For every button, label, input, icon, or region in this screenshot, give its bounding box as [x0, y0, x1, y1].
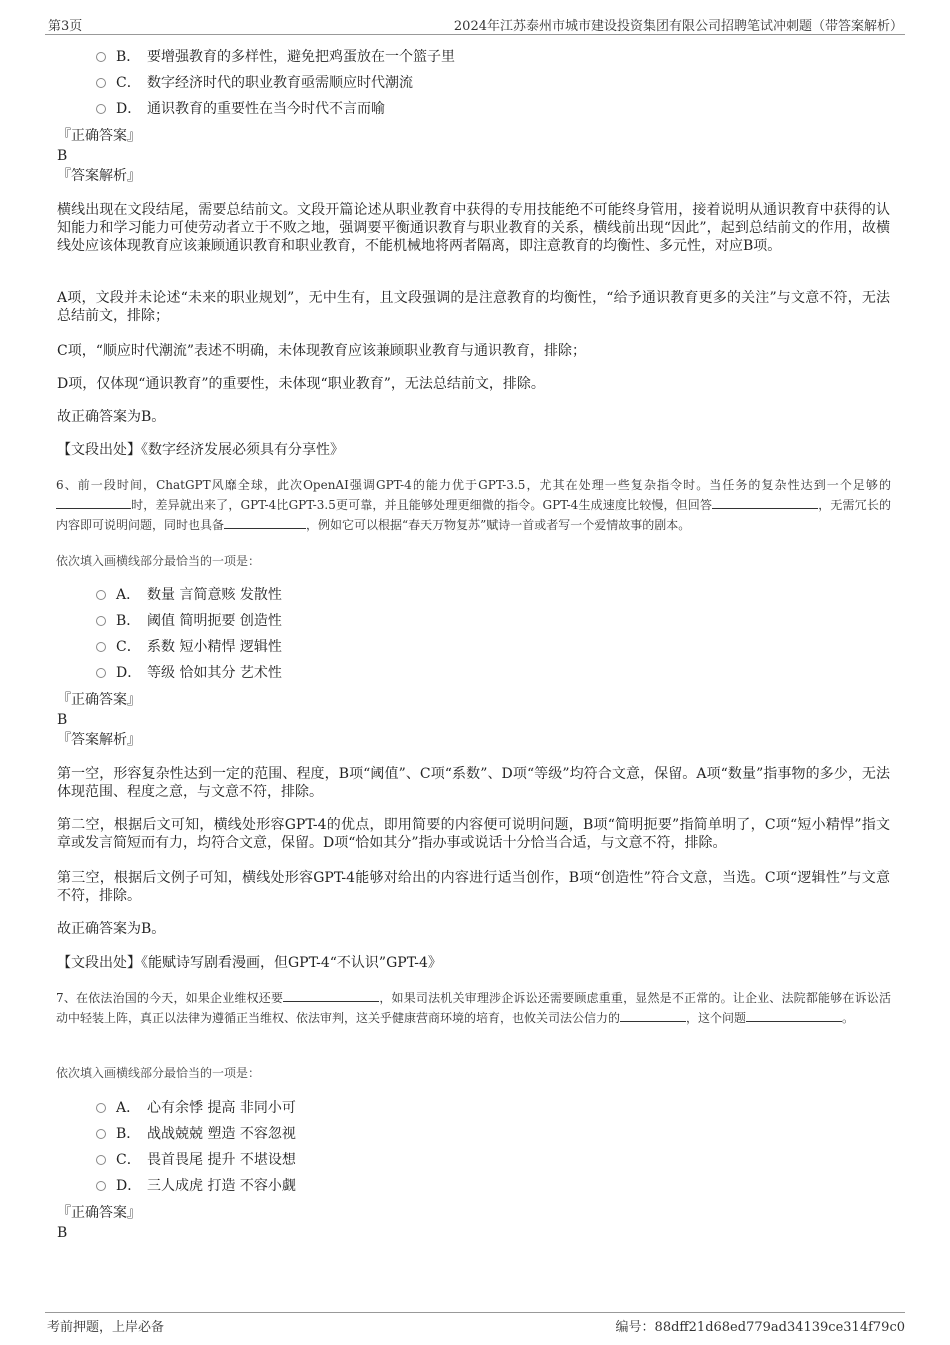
q6-analysis-paragraph: 第二空，根据后文可知，横线处形容GPT-4的优点，即用简要的内容便可说明问题，B项“简明扼要”指简单明了，C项“短小精悍”指文章或发言简短而有力，均符合文意，保留。D项“恰如其分”指办事或说话十分恰当合适，与文意不符，排除。: [57, 817, 890, 851]
document-title: 2024年江苏泰州市城市建设投资集团有限公司招聘笔试冲刺题（带答案解析）: [453, 19, 903, 34]
q7-prompt: 依次填入画横线部分最恰当的一项是：: [56, 1066, 261, 1080]
radio-icon[interactable]: [96, 1181, 106, 1191]
page-footer: [45, 1312, 905, 1339]
q5-answer: B: [57, 148, 68, 164]
answer-blank: [620, 1009, 686, 1022]
answer-blank: [283, 989, 379, 1002]
q6-answer: B: [57, 712, 68, 728]
q6-option-a[interactable]: A． 数量 言简意赅 发散性: [96, 586, 282, 604]
answer-blank: [746, 1009, 842, 1022]
radio-icon[interactable]: [96, 642, 106, 652]
radio-icon[interactable]: [96, 590, 106, 600]
q6-answer-label: 『正确答案』: [57, 692, 141, 708]
radio-icon[interactable]: [96, 1155, 106, 1165]
q7-answer: B: [57, 1225, 68, 1241]
footer-slogan: 考前押题，上岸必备: [47, 1320, 165, 1335]
answer-blank: [224, 516, 306, 529]
q6-analysis-paragraph: 第一空，形容复杂性达到一定的范围、程度，B项“阈值”、C项“系数”、D项“等级”均符合文意，保留。A项“数量”指事物的多少，无法体现范围、程度之意，与文意不符，排除。: [57, 766, 890, 800]
q5-source: 【文段出处】《数字经济发展必须具有分享性》: [57, 442, 344, 458]
q6-option-d[interactable]: D． 等级 恰如其分 艺术性: [96, 664, 282, 682]
q5-analysis-paragraph: C项，“顺应时代潮流”表述不明确，未体现教育应该兼顾职业教育与通识教育，排除；: [57, 343, 587, 359]
q5-analysis-paragraph: A项，文段并未论述“未来的职业规划”，无中生有，且文段强调的是注意教育的均衡性，“给予通识教育更多的关注”与文意不符，无法总结前文，排除；: [57, 290, 890, 324]
document-code: 编号：88dff21d68ed779ad34139ce314f79c0: [615, 1320, 905, 1335]
q5-analysis-paragraph: D项，仅体现“通识教育”的重要性，未体现“职业教育”，无法总结前文，排除。: [57, 376, 545, 392]
q5-option-d[interactable]: D． 通识教育的重要性在当今时代不言而喻: [96, 100, 385, 118]
q6-option-c[interactable]: C． 系数 短小精悍 逻辑性: [96, 638, 282, 656]
q7-question: 7、在依法治国的今天，如果企业维权还要 ，如果司法机关审理涉企诉讼还需要顾虑重重，显然是不正常的。让企业、法院都能够在诉讼活动中轻装上阵，真正以法律为遵循正当维权、依法审判，这关乎健康营商环境的培育，也攸关司法公信力的 ，这个问题 。: [56, 991, 891, 1025]
q7-answer-label: 『正确答案』: [57, 1205, 141, 1221]
q6-analysis-conclusion: 故正确答案为B。: [57, 921, 166, 937]
radio-icon[interactable]: [96, 616, 106, 626]
page-header: [45, 14, 905, 35]
radio-icon[interactable]: [96, 1103, 106, 1113]
q7-option-c[interactable]: C． 畏首畏尾 提升 不堪设想: [96, 1151, 296, 1169]
radio-icon[interactable]: [96, 1129, 106, 1139]
answer-blank: [712, 496, 818, 509]
q5-option-c[interactable]: C． 数字经济时代的职业教育亟需顺应时代潮流: [96, 74, 413, 92]
q7-option-b[interactable]: B． 战战兢兢 塑造 不容忽视: [96, 1125, 296, 1143]
radio-icon[interactable]: [96, 104, 106, 114]
q5-option-b[interactable]: B． 要增强教育的多样性，避免把鸡蛋放在一个篮子里: [96, 48, 455, 66]
q6-analysis-paragraph: 第三空，根据后文例子可知，横线处形容GPT-4能够对给出的内容进行适当创作，B项“创造性”符合文意，当选。C项“逻辑性”与文意不符，排除。: [57, 870, 890, 904]
radio-icon[interactable]: [96, 668, 106, 678]
q6-source: 【文段出处】《能赋诗写剧看漫画，但GPT-4“不认识”GPT-4》: [57, 955, 442, 971]
answer-blank: [56, 496, 131, 509]
q5-analysis-label: 『答案解析』: [57, 168, 141, 184]
q6-prompt: 依次填入画横线部分最恰当的一项是：: [56, 554, 261, 568]
q6-analysis-label: 『答案解析』: [57, 732, 141, 748]
q5-answer-label: 『正确答案』: [57, 128, 141, 144]
q7-option-d[interactable]: D． 三人成虎 打造 不容小觑: [96, 1177, 296, 1195]
q7-option-a[interactable]: A． 心有余悸 提高 非同小可: [96, 1099, 296, 1117]
q6-question: 6、前一段时间，ChatGPT风靡全球，此次OpenAI强调GPT-4的能力优于GPT-3.5，尤其在处理一些复杂指令时。当任务的复杂性达到一个足够的时，差异就出来了，GPT-4比GPT-3.5更可靠，并且能够处理更细微的指令。GPT-4生成速度比较慢，但回答 ，无需冗长的内容即可说明问题，同时也具备 ，例如它可以根据“春天万物复苏”赋诗一首或者写一个爱情故事的剧本。: [56, 478, 891, 532]
radio-icon[interactable]: [96, 78, 106, 88]
q5-analysis-conclusion: 故正确答案为B。: [57, 409, 166, 425]
radio-icon[interactable]: [96, 52, 106, 62]
q6-option-b[interactable]: B． 阈值 简明扼要 创造性: [96, 612, 282, 630]
q5-analysis-paragraph: 横线出现在文段结尾，需要总结前文。文段开篇论述从职业教育中获得的专用技能绝不可能终身管用，接着说明从通识教育中获得的认知能力和学习能力可使劳动者立于不败之地，强调要平衡通识教育与职业教育的关系，横线前出现“因此”，起到总结前文的作用，故横线处应该体现教育应该兼顾通识教育和职业教育，不能机械地将两者隔离，即注意教育的均衡性、多元性，对应B项。: [57, 202, 890, 254]
page-number: 第3页: [48, 19, 83, 34]
